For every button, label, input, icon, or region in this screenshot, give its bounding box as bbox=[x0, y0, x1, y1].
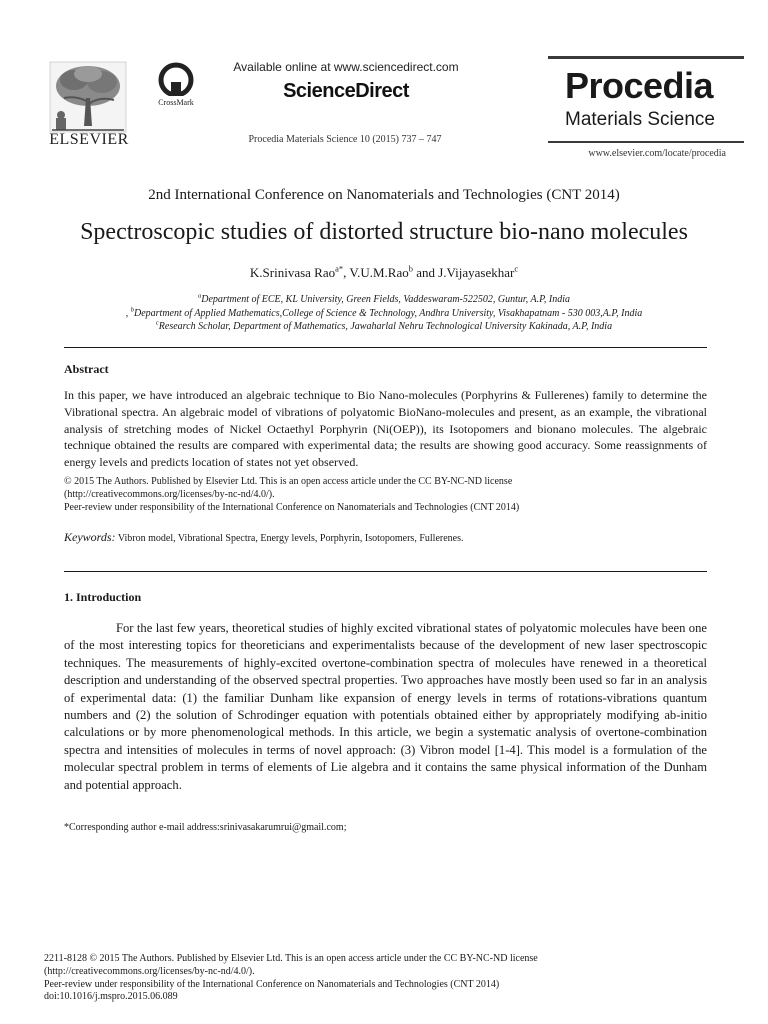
brand-rule-top bbox=[548, 56, 744, 59]
corresponding-author-footnote: *Corresponding author e-mail address:srinivasakarumrui@gmail.com; bbox=[64, 822, 347, 833]
affiliation-a: $^a$Department of ECE, KL University, Green Fields, Vaddeswaram-522502, Guntur, A.P, India bbox=[197, 292, 571, 305]
author-list: K.Srinivasa Rao$^{a*}$, V.U.M.Rao$^b$ and J.Vijayasekhar$^c$ bbox=[249, 263, 519, 280]
journal-url-link[interactable]: www.elsevier.com/locate/procedia bbox=[588, 148, 726, 159]
footer-doi[interactable]: doi:10.1016/j.mspro.2015.06.089 bbox=[44, 991, 178, 1003]
crossmark-label: CrossMark bbox=[158, 98, 194, 107]
author-name: K.Srinivasa Rao bbox=[249, 265, 336, 280]
footer-license-line: 2211-8128 © 2015 The Authors. Published by Elsevier Ltd. This is an open access article under the CC BY-NC-ND license bbox=[44, 953, 538, 964]
affiliation-b: , $^b$Department of Applied Mathematics,College of Science & Technology, Andhra University, Visakhapatnam - 530 003,A.P, India bbox=[125, 306, 643, 319]
page-footer bbox=[44, 953, 724, 1004]
keywords bbox=[64, 530, 707, 545]
keywords-label: Keywords: bbox=[64, 530, 116, 544]
author-affiliation-mark: c bbox=[514, 263, 519, 274]
keywords-list: Vibron model, Vibrational Spectra, Energy levels, Porphyrin, Isotopomers, Fullerenes. bbox=[117, 533, 464, 544]
abstract-body: In this paper, we have introduced an algebraic technique to Bio Nano-molecules (Porphyrins & Fullerenes) family to determine the Vibrational spectra. An algebraic model of vibrations of polyatomic BioNano-molecules and present, as an example, the vibrational analysis of stretching modes of Nickel Octaethyl Porphyrin (Ni(OEP)), its Isotopomers and bionano molecules. The algebraic technique obtained the results are compared with experimental data; the results are showing good accuracy. Some reassignments of energy levels and predicts location of states not yet observed. bbox=[64, 388, 707, 470]
license-line: © 2015 The Authors. Published by Elsevier Ltd. This is an open access article under the CC BY-NC-ND license bbox=[64, 476, 513, 487]
affiliation-c: $^c$Research Scholar, Department of Mathematics, Jawaharlal Nehru Technological University Kakinada, A.P, India bbox=[155, 319, 613, 332]
footer-license-link[interactable]: (http://creativecommons.org/licenses/by-nc-nd/4.0/). bbox=[44, 965, 255, 977]
procedia-brand-name: Procedia bbox=[565, 65, 714, 106]
journal-citation: Procedia Materials Science 10 (2015) 737 – 747 bbox=[248, 134, 442, 145]
section-divider bbox=[64, 347, 707, 348]
author-name: V.U.M.Rao bbox=[349, 265, 409, 280]
publisher-name: ELSEVIER bbox=[49, 131, 129, 148]
license-link[interactable]: (http://creativecommons.org/licenses/by-nc-nd/4.0/). bbox=[64, 488, 275, 500]
procedia-brand-subtitle: Materials Science bbox=[565, 109, 715, 130]
abstract-heading: Abstract bbox=[64, 362, 109, 376]
conference-name: 2nd International Conference on Nanomaterials and Technologies (CNT 2014) bbox=[148, 187, 620, 203]
paper-title: Spectroscopic studies of distorted structure bio-nano molecules bbox=[80, 219, 688, 245]
author-name: J.Vijayasekhar bbox=[438, 265, 515, 280]
section-divider bbox=[64, 571, 707, 572]
available-online-text[interactable]: Available online at www.sciencedirect.com bbox=[233, 60, 459, 74]
introduction-heading: 1. Introduction bbox=[64, 590, 142, 604]
author-affiliation-mark: b bbox=[408, 263, 413, 274]
brand-rule-bottom bbox=[548, 141, 744, 143]
sciencedirect-logo[interactable]: ScienceDirect bbox=[283, 80, 409, 102]
author-affiliation-mark: a* bbox=[335, 263, 344, 274]
footer-peer-review: Peer-review under responsibility of the International Conference on Nanomaterials and Technologies (CNT 2014) bbox=[44, 978, 500, 990]
license-note bbox=[64, 476, 707, 514]
introduction-body: For the last few years, theoretical studies of highly excited vibrational states of polyatomic molecules have been one of the most interesting topics for theoreticians and experimentalists because of the development of new laser spectroscopic techniques. The measurements of highly-excited overtone-combination spectra of molecules have renewed in a theoretical description and understanding of the observed spectral properties. Two approaches have mostly been used so far in an analysis of experimental data: (1) the familiar Dunham like expansion of energy levels in terms of rotations-vibrations quantum numbers and (2) the solution of Schrodinger equation with potentials obtained either by appropriately modifying ab-initio calculations or by more phenomenological methods. In this article, we begin a systematic analysis of overtone-combination spectra and intensities of molecules in terms of novel approach: (3) Vibron model [1-4]. This model is a formulation of the molecular spectral problem in terms of elements of Lie algebra and it contains the same physical information of the Dunham and potential approach. bbox=[64, 621, 707, 792]
peer-review-note: Peer-review under responsibility of the International Conference on Nanomaterials and Technologies (CNT 2014) bbox=[64, 501, 520, 513]
